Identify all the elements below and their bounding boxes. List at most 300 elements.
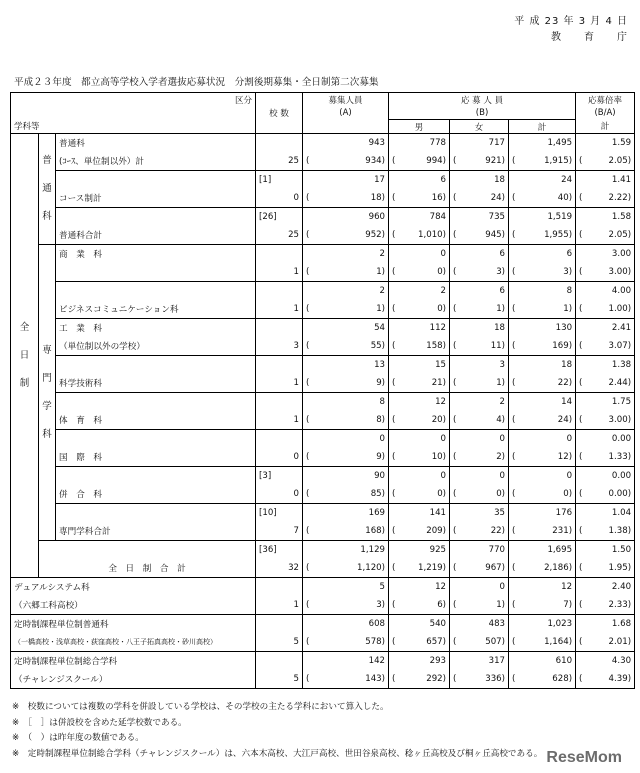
total-value: 1,164 <box>544 637 569 647</box>
schools-count-value: 5 <box>293 674 300 684</box>
ratio-previous-cell <box>576 522 635 541</box>
schools-count-value: 1 <box>293 415 300 425</box>
total-value: 40 <box>557 193 569 203</box>
row-label-sub: (ｺｰｽ、単位制以外）計 <box>59 157 144 167</box>
female-value: 1 <box>496 378 502 388</box>
header-total-label: 計 <box>537 122 547 133</box>
male-cell <box>389 208 450 227</box>
schools-count <box>256 337 303 356</box>
female-cell <box>450 541 509 560</box>
schools-count <box>256 411 303 430</box>
male-value: 657 <box>426 637 443 647</box>
female-previous-cell <box>450 633 509 652</box>
male-previous-cell <box>389 559 450 578</box>
male-previous: ( 0 ) <box>392 267 447 277</box>
ratio-previous-cell <box>576 226 635 245</box>
row-label-top <box>56 208 256 227</box>
row-label-bottom <box>11 633 256 652</box>
table-row <box>11 189 635 208</box>
female-previous: ( 0 ) <box>453 489 506 499</box>
female-value: 770 <box>488 545 506 555</box>
female-value: 717 <box>488 138 506 148</box>
recruit-previous-cell <box>303 411 389 430</box>
recruit-previous: ( 85 ) <box>306 489 386 499</box>
ratio-previous: ( 3.07 ) <box>579 341 632 351</box>
female-previous: ( 4 ) <box>453 415 506 425</box>
ratio-previous: ( 1.95 ) <box>579 563 632 573</box>
total-value: 130 <box>555 323 573 333</box>
total-value: 24 <box>561 175 573 185</box>
ratio-value: 0.00 <box>608 489 628 499</box>
table-row <box>11 467 635 486</box>
female-cell <box>450 134 509 153</box>
female-cell <box>450 578 509 597</box>
ratio-cell <box>576 171 635 190</box>
ratio-value: 1.04 <box>611 508 632 518</box>
female-value: 0 <box>499 471 506 481</box>
female-value: 4 <box>496 415 502 425</box>
total-previous-cell <box>509 633 576 652</box>
table-row <box>11 430 635 449</box>
female-previous-cell <box>450 337 509 356</box>
recruit-previous: ( 1 ) <box>306 304 386 314</box>
ratio-previous: ( 2.33 ) <box>579 600 632 610</box>
schools-bracket <box>256 356 303 375</box>
female-previous: ( 24 ) <box>453 193 506 203</box>
total-value: 7 <box>563 600 569 610</box>
row-label-sub: ビジネスコミュニケーション科 <box>59 305 179 315</box>
header-boshu <box>303 93 389 107</box>
row-label-sub: コース制計 <box>59 194 102 204</box>
category-zennichisei <box>11 134 39 578</box>
recruit-cell <box>303 467 389 486</box>
recruit-value: 168 <box>365 526 382 536</box>
ratio-value: 2.01 <box>608 637 628 647</box>
ratio-cell <box>576 393 635 412</box>
ratio-previous: ( 2.05 ) <box>579 156 632 166</box>
recruit-cell <box>303 282 389 301</box>
total-value: 12 <box>557 452 569 462</box>
male-value: 6 <box>437 600 443 610</box>
table-row <box>11 393 635 412</box>
schools-bracket-value: [10] <box>259 508 277 518</box>
table-row <box>11 504 635 523</box>
female-cell <box>450 652 509 671</box>
schools-count-value: 1 <box>293 378 300 388</box>
male-previous: ( 209 ) <box>392 526 447 536</box>
table-row <box>11 300 635 319</box>
schools-count <box>256 522 303 541</box>
male-previous-cell <box>389 226 450 245</box>
total-cell <box>509 282 576 301</box>
total-value: 2,186 <box>544 563 569 573</box>
female-previous: ( 945 ) <box>453 230 506 240</box>
ratio-previous: ( 4.39 ) <box>579 674 632 684</box>
female-previous: ( 1 ) <box>453 378 506 388</box>
table-row <box>11 134 635 153</box>
schools-bracket <box>256 134 303 153</box>
note-4: ※ 定時制課程単位制総合学科（チャレンジスクール）は、六本木高校、大江戸高校、世田谷泉高校、稔ヶ丘高校及び桐ヶ丘高校である。 <box>12 748 543 759</box>
female-previous: ( 3 ) <box>453 267 506 277</box>
recruit-value: 0 <box>379 434 386 444</box>
ratio-value: 2.05 <box>608 230 628 240</box>
total-cell <box>509 578 576 597</box>
schools-bracket <box>256 541 303 560</box>
header-ratio-total <box>576 120 635 134</box>
category-zennichisei-char: 全 <box>19 321 30 333</box>
header-kubun <box>11 93 256 107</box>
recruit-value: 143 <box>365 674 382 684</box>
ratio-cell <box>576 652 635 671</box>
total-previous-cell <box>509 337 576 356</box>
ratio-previous: ( 3.00 ) <box>579 415 632 425</box>
schools-bracket-value: [1] <box>259 175 272 185</box>
recruit-value: 17 <box>374 175 386 185</box>
schools-bracket-value: [26] <box>259 212 277 222</box>
recruit-cell <box>303 578 389 597</box>
total-value: 1,695 <box>547 545 573 555</box>
ratio-previous: ( 2.01 ) <box>579 637 632 647</box>
table-row <box>11 208 635 227</box>
total-previous: ( 1,164 ) <box>512 637 573 647</box>
male-value: 0 <box>437 267 443 277</box>
total-value: 24 <box>557 415 569 425</box>
male-previous: ( 292 ) <box>392 674 447 684</box>
recruit-value: 934 <box>365 156 382 166</box>
category-zennichisei-char: 日 <box>19 349 30 361</box>
row-label-sub: 全 日 制 合 計 <box>108 564 186 574</box>
female-value: 22 <box>490 526 502 536</box>
recruit-previous: ( 168 ) <box>306 526 386 536</box>
female-value: 6 <box>499 249 506 259</box>
recruit-value: 1,120 <box>357 563 382 573</box>
male-value: 112 <box>429 323 447 333</box>
male-previous: ( 994 ) <box>392 156 447 166</box>
recruit-value: 1 <box>376 267 382 277</box>
notes <box>12 700 632 762</box>
recruit-cell <box>303 134 389 153</box>
recruit-previous: ( 9 ) <box>306 452 386 462</box>
ratio-previous-cell <box>576 263 635 282</box>
ratio-cell <box>576 208 635 227</box>
ratio-value: 1.50 <box>611 545 632 555</box>
schools-count <box>256 559 303 578</box>
header-boshu-blank <box>303 120 389 134</box>
female-value: 1 <box>496 600 502 610</box>
schools-count <box>256 263 303 282</box>
recruit-cell <box>303 615 389 634</box>
recruit-previous-cell <box>303 226 389 245</box>
schools-count-value: 25 <box>288 156 300 166</box>
male-cell <box>389 171 450 190</box>
female-value: 35 <box>494 508 506 518</box>
female-previous: ( 1 ) <box>453 304 506 314</box>
recruit-previous: ( 578 ) <box>306 637 386 647</box>
row-label-main: 定時制課程単位制普通科 <box>14 620 109 630</box>
ratio-previous: ( 0.00 ) <box>579 489 632 499</box>
schools-count <box>256 633 303 652</box>
male-cell <box>389 541 450 560</box>
header-ratio-ba-label: (B/A) <box>594 107 616 118</box>
table-row <box>11 596 635 615</box>
total-previous-cell <box>509 226 576 245</box>
recruit-previous-cell <box>303 522 389 541</box>
total-value: 1,955 <box>544 230 569 240</box>
female-previous-cell <box>450 300 509 319</box>
ratio-cell <box>576 615 635 634</box>
total-previous: ( 40 ) <box>512 193 573 203</box>
ratio-value: 0.00 <box>611 471 632 481</box>
female-value: 3 <box>496 267 502 277</box>
recruit-value: 85 <box>370 489 382 499</box>
row-label-main: 普通科 <box>59 139 85 149</box>
recruit-value: 169 <box>368 508 386 518</box>
recruit-cell <box>303 319 389 338</box>
total-previous: ( 1,955 ) <box>512 230 573 240</box>
total-cell <box>509 652 576 671</box>
female-value: 3 <box>499 360 506 370</box>
male-value: 0 <box>440 434 447 444</box>
male-previous-cell <box>389 337 450 356</box>
ratio-previous: ( 2.05 ) <box>579 230 632 240</box>
male-value: 141 <box>429 508 447 518</box>
row-label-bottom <box>56 411 256 430</box>
row-label-sub: 体 育 科 <box>59 416 102 426</box>
ratio-value: 2.05 <box>608 156 628 166</box>
ratio-previous-cell <box>576 596 635 615</box>
row-label-top <box>56 134 256 153</box>
category-futsuka-char: 普 <box>42 155 52 166</box>
recruit-previous-cell <box>303 189 389 208</box>
category-senmon-char: 専 <box>42 344 52 356</box>
female-value: 967 <box>485 563 502 573</box>
total-previous: ( 7 ) <box>512 600 573 610</box>
recruit-value: 8 <box>376 415 382 425</box>
schools-count-value: 3 <box>293 341 300 351</box>
male-cell <box>389 615 450 634</box>
total-previous-cell <box>509 596 576 615</box>
applicants-table <box>10 92 635 689</box>
category-futsuka <box>39 134 56 245</box>
row-label-top <box>56 504 256 523</box>
header-male <box>389 120 450 134</box>
total-previous: ( 0 ) <box>512 489 573 499</box>
schools-bracket <box>256 245 303 264</box>
total-value: 8 <box>566 286 573 296</box>
row-label-bottom <box>56 189 256 208</box>
recruit-value: 55 <box>370 341 382 351</box>
schools-count <box>256 670 303 689</box>
row-label-bottom <box>56 522 256 541</box>
male-cell <box>389 319 450 338</box>
ratio-value: 2.22 <box>608 193 628 203</box>
total-cell <box>509 356 576 375</box>
male-value: 2 <box>440 286 447 296</box>
female-previous-cell <box>450 596 509 615</box>
ratio-value: 4.00 <box>611 286 632 296</box>
male-value: 6 <box>440 175 447 185</box>
male-cell <box>389 393 450 412</box>
male-cell <box>389 578 450 597</box>
schools-bracket <box>256 430 303 449</box>
male-value: 0 <box>440 249 447 259</box>
row-label-main: 定時制課程単位制総合学科 <box>14 657 118 667</box>
female-previous: ( 22 ) <box>453 526 506 536</box>
category-zennichisei-char: 制 <box>19 377 30 389</box>
header-oubo-b-label: (B) <box>475 107 489 118</box>
recruit-cell <box>303 652 389 671</box>
table-row <box>11 152 635 171</box>
row-label-bottom <box>11 670 256 689</box>
female-previous-cell <box>450 448 509 467</box>
total-value: 1,915 <box>544 156 569 166</box>
ratio-cell <box>576 467 635 486</box>
female-value: 945 <box>485 230 502 240</box>
total-previous-cell <box>509 559 576 578</box>
male-previous-cell <box>389 374 450 393</box>
male-value: 21 <box>431 378 443 388</box>
doc-title: 平成２３年度 都立高等学校入学者選抜応募状況 分割後期募集・全日制第二次募集 <box>14 77 379 88</box>
female-value: 2 <box>499 397 506 407</box>
recruit-cell <box>303 245 389 264</box>
male-value: 12 <box>435 397 447 407</box>
recruit-cell <box>303 430 389 449</box>
row-label-main: 商 業 科 <box>59 250 102 260</box>
recruit-previous-cell <box>303 300 389 319</box>
female-value: 1 <box>496 304 502 314</box>
male-cell <box>389 430 450 449</box>
schools-count-value: 25 <box>288 230 300 240</box>
table-row <box>11 541 635 560</box>
ratio-cell <box>576 578 635 597</box>
total-previous: ( 24 ) <box>512 415 573 425</box>
note-3: ※ （ ）は昨年度の数値である。 <box>12 733 144 743</box>
male-previous-cell <box>389 300 450 319</box>
total-value: 14 <box>561 397 573 407</box>
male-value: 10 <box>431 452 443 462</box>
female-value: 18 <box>494 323 506 333</box>
row-label-top <box>56 282 256 301</box>
recruit-previous: ( 55 ) <box>306 341 386 351</box>
header-blank <box>11 106 256 120</box>
ratio-value: 2.41 <box>611 323 632 333</box>
recruit-previous: ( 952 ) <box>306 230 386 240</box>
female-value: 483 <box>488 619 506 629</box>
row-label-top <box>11 652 256 671</box>
header-ratio <box>576 93 635 107</box>
ratio-previous-cell <box>576 448 635 467</box>
male-value: 20 <box>431 415 443 425</box>
female-previous: ( 921 ) <box>453 156 506 166</box>
ratio-cell <box>576 245 635 264</box>
schools-count <box>256 374 303 393</box>
table-row <box>11 670 635 689</box>
male-cell <box>389 134 450 153</box>
female-previous-cell <box>450 411 509 430</box>
ratio-cell <box>576 541 635 560</box>
table-row <box>11 615 635 634</box>
schools-count-value: 0 <box>293 489 300 499</box>
total-cell <box>509 430 576 449</box>
recruit-previous: ( 3 ) <box>306 600 386 610</box>
female-previous: ( 11 ) <box>453 341 506 351</box>
recruit-value: 1,129 <box>360 545 386 555</box>
ratio-value: 1.95 <box>608 563 628 573</box>
male-value: 994 <box>426 156 443 166</box>
total-previous-cell <box>509 300 576 319</box>
female-value: 6 <box>499 286 506 296</box>
ratio-previous-cell <box>576 189 635 208</box>
recruit-previous: ( 934 ) <box>306 156 386 166</box>
female-previous: ( 967 ) <box>453 563 506 573</box>
ratio-previous-cell <box>576 337 635 356</box>
ratio-value: 1.59 <box>611 138 632 148</box>
header-female-label: 女 <box>474 122 484 133</box>
total-value: 231 <box>552 526 569 536</box>
total-previous: ( 12 ) <box>512 452 573 462</box>
total-cell <box>509 134 576 153</box>
female-cell <box>450 319 509 338</box>
ratio-value: 1.00 <box>608 304 628 314</box>
row-label-top <box>56 245 256 264</box>
female-value: 507 <box>485 637 502 647</box>
male-value: 0 <box>437 489 443 499</box>
total-value: 0 <box>566 434 573 444</box>
category-senmon-char: 学 <box>42 400 52 412</box>
ratio-value: 1.58 <box>611 212 632 222</box>
ratio-cell <box>576 504 635 523</box>
table-row <box>11 171 635 190</box>
male-value: 15 <box>435 360 447 370</box>
recruit-previous-cell <box>303 633 389 652</box>
female-value: 317 <box>488 656 506 666</box>
total-value: 22 <box>557 378 569 388</box>
category-senmon-char: 門 <box>42 372 52 384</box>
total-previous-cell <box>509 448 576 467</box>
header-total <box>509 120 576 134</box>
schools-count-value: 1 <box>293 600 300 610</box>
recruit-cell <box>303 356 389 375</box>
total-cell <box>509 393 576 412</box>
total-cell <box>509 171 576 190</box>
schools-bracket <box>256 578 303 597</box>
male-cell <box>389 356 450 375</box>
ratio-cell <box>576 356 635 375</box>
female-value: 336 <box>485 674 502 684</box>
male-value: 1,219 <box>418 563 443 573</box>
male-previous-cell <box>389 522 450 541</box>
total-previous: ( 169 ) <box>512 341 573 351</box>
table-row <box>11 411 635 430</box>
ratio-value: 3.07 <box>608 341 628 351</box>
ratio-previous-cell <box>576 559 635 578</box>
header-boshu-a-label: (A) <box>339 107 352 118</box>
total-previous-cell <box>509 485 576 504</box>
total-value: 1 <box>563 304 569 314</box>
schools-count <box>256 448 303 467</box>
total-previous: ( 628 ) <box>512 674 573 684</box>
recruit-value: 952 <box>365 230 382 240</box>
male-previous: ( 20 ) <box>392 415 447 425</box>
date: 平 成 23 年 3 月 4 日 <box>514 16 628 27</box>
table-row <box>11 559 635 578</box>
table-row <box>11 282 635 301</box>
male-value: 0 <box>440 471 447 481</box>
header-ratio-total-label: 計 <box>600 122 610 133</box>
resemom-logo: ReseMom <box>546 749 622 766</box>
male-cell <box>389 245 450 264</box>
ratio-value: 2.33 <box>608 600 628 610</box>
